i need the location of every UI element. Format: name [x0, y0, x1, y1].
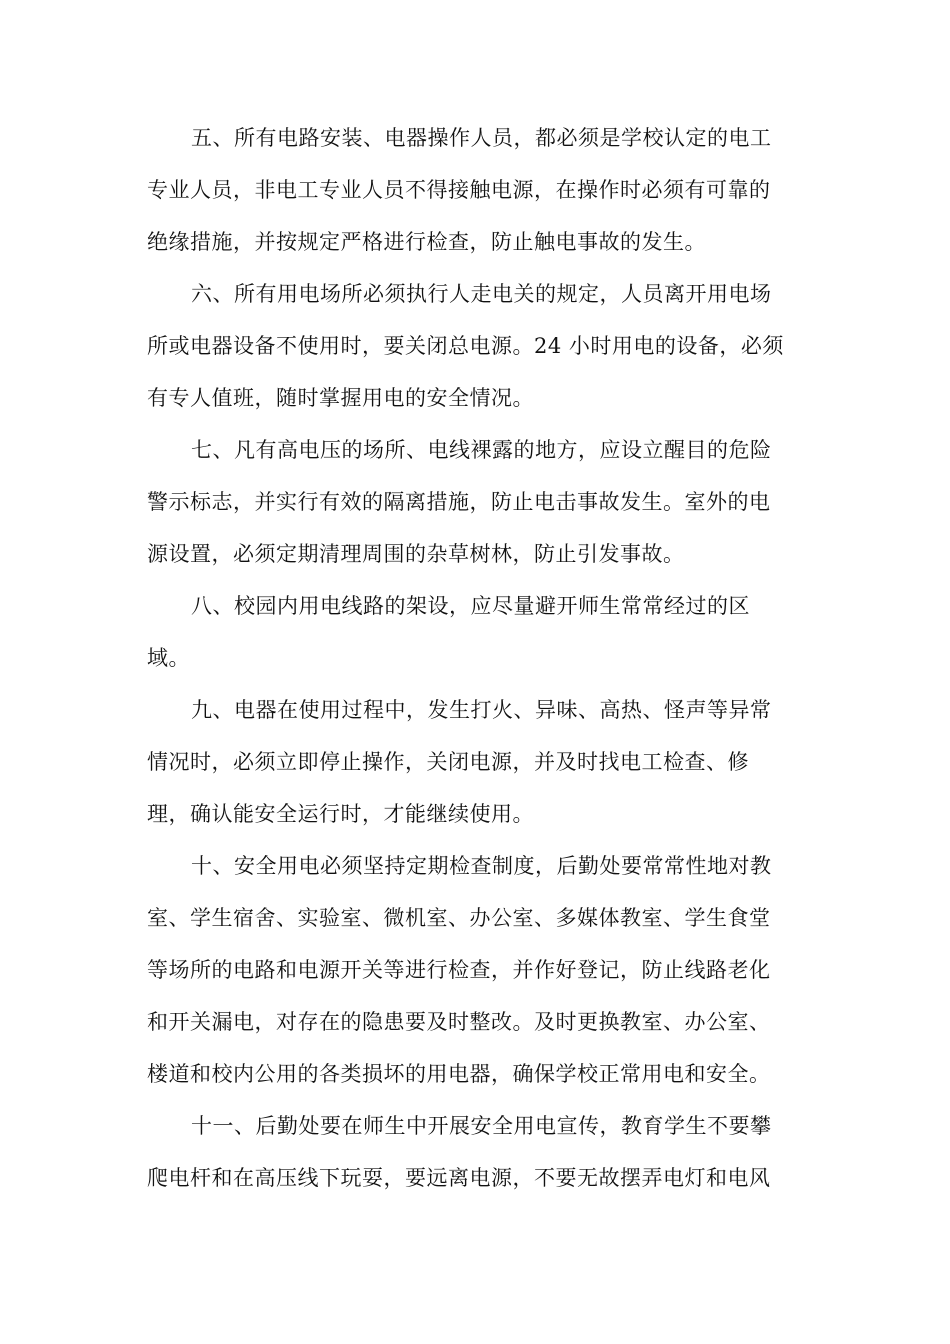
paragraph-line: 所或电器设备不使用时，要关闭总电源。24 小时用电的设备，必须 — [147, 334, 784, 358]
paragraph-ten — [147, 840, 799, 1100]
paragraph-five — [147, 112, 799, 268]
paragraph-six — [147, 268, 799, 424]
paragraph-line: 和开关漏电，对存在的隐患要及时整改。及时更换教室、办公室、 — [147, 1010, 771, 1034]
paragraph-line: 绝缘措施，并按规定严格进行检查，防止触电事故的发生。 — [147, 230, 706, 254]
document-body — [147, 112, 799, 1204]
paragraph-nine — [147, 684, 799, 840]
paragraph-line: 有专人值班，随时掌握用电的安全情况。 — [147, 386, 534, 410]
paragraph-seven — [147, 424, 799, 580]
paragraph-line: 域。 — [147, 646, 190, 670]
paragraph-line: 十、安全用电必须坚持定期检查制度，后勤处要常常性地对教 — [191, 854, 772, 878]
paragraph-line: 专业人员，非电工专业人员不得接触电源，在操作时必须有可靠的 — [147, 178, 771, 202]
paragraph-line: 警示标志，并实行有效的隔离措施，防止电击事故发生。室外的电 — [147, 490, 771, 514]
paragraph-line: 五、所有电路安装、电器操作人员，都必须是学校认定的电工 — [191, 126, 772, 150]
paragraph-line: 八、校园内用电线路的架设，应尽量避开师生常常经过的区 — [191, 594, 750, 618]
paragraph-line: 理，确认能安全运行时，才能继续使用。 — [147, 802, 534, 826]
paragraph-line: 七、凡有高电压的场所、电线裸露的地方，应设立醒目的危险 — [191, 438, 772, 462]
paragraph-line: 室、学生宿舍、实验室、微机室、办公室、多媒体教室、学生食堂 — [147, 906, 771, 930]
paragraph-line: 爬电杆和在高压线下玩耍，要远离电源，不要无故摆弄电灯和电风 — [147, 1166, 771, 1190]
paragraph-line: 源设置，必须定期清理周围的杂草树林，防止引发事故。 — [147, 542, 685, 566]
paragraph-line: 九、电器在使用过程中，发生打火、异味、高热、怪声等异常 — [191, 698, 772, 722]
paragraph-line: 楼道和校内公用的各类损坏的用电器，确保学校正常用电和安全。 — [147, 1062, 771, 1086]
paragraph-line: 六、所有用电场所必须执行人走电关的规定，人员离开用电场 — [191, 282, 772, 306]
paragraph-line: 情况时，必须立即停止操作，关闭电源，并及时找电工检查、修 — [147, 750, 749, 774]
paragraph-eleven — [147, 1100, 799, 1204]
paragraph-line: 等场所的电路和电源开关等进行检查，并作好登记，防止线路老化 — [147, 958, 771, 982]
paragraph-line: 十一、后勤处要在师生中开展安全用电宣传，教育学生不要攀 — [191, 1114, 772, 1138]
paragraph-eight — [147, 580, 799, 684]
